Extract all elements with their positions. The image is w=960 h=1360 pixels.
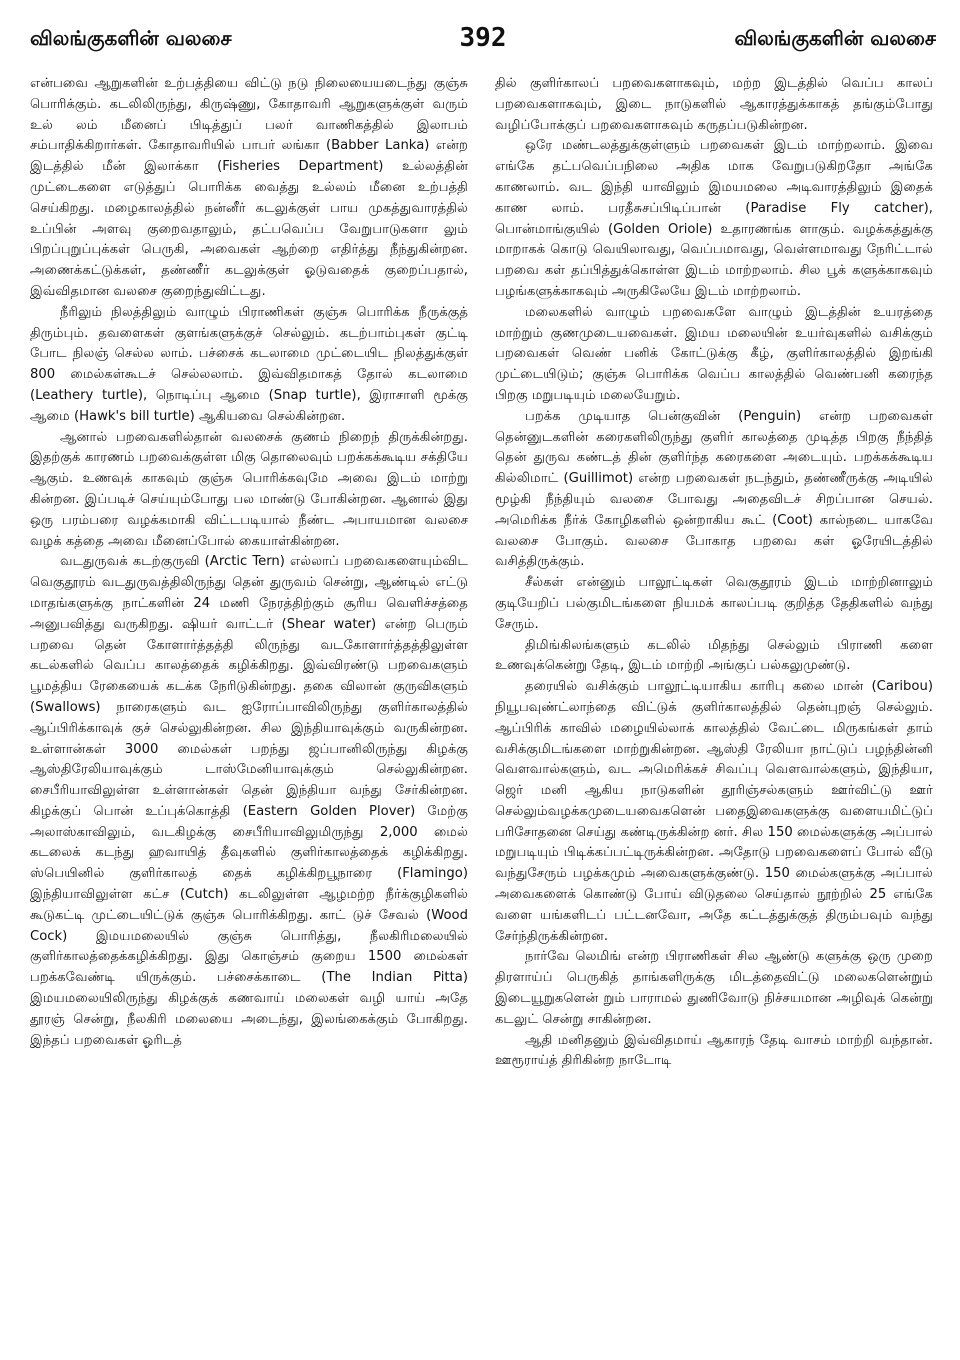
paragraph: சீல்கள் என்னும் பாலூட்டிகள் வெகுதூரம் இடம் மாற்றினாலும் குடியேறிப் பல்குமிடங்களை நியமக் காலப்படி குறித்த தேதிகளில் வந்து சேரும். [495,575,933,632]
page-number: 392 [459,23,507,53]
paragraph: திமிங்கிலங்களும் கடலில் மிதந்து செல்லும் பிராணி களை உணவுக்கென்று தேடி, இடம் மாற்றி அங்குப் பல்கலுமுண்டு. [495,637,933,674]
running-title-right: விலங்குகளின் வலசை [734,26,936,50]
running-title-left: விலங்குகளின் வலசை [30,26,232,50]
paragraph: தரையில் வசிக்கும் பாலூட்டியாகிய காரிபு கலை மான் (Caribou) நியூபவுண்ட்லாந்தை விட்டுக் குளிர்காலத்தில் தென்புறஞ் செல்லும். ஆப்பிரிக் காவில் மழையில்லாக் காலத்தில் வேட்டை மிருகங்கள் தாம் வசிக்குமிடங்களை மாற்றுகின்றன. ஆஸ்தி ரேலியா நாட்டுப் பழந்தின்னி வௌவால்களும், வட அமெரிக்கச் சிவப்பு வௌவால்களும், இந்தியா, ஜெர் மனி ஆகிய நாடுகளின் தூரிஞ்சல்களும் ஊர்விட்டு ஊர் செல்லும்வழக்கமுடையவைகளென் பதைஇவைகளுக்கு வளையமிட்டுப் பரிசோதனை செய்து கண்டிருக்கின்ற னர். சில 150 மைல்களுக்கு அப்பால் மறுபடியும் பிடிக்கப்பட்டிருக்கின்றன. அதோடு பறவைகளைப் போல் வீடு வந்துசேரும் பழக்கமும் அவைகளுக்குண்டு. 150 மைல்களுக்கு அப்பால் அவைகளைக் கொண்டு போய் விடுதலை செய்தால் நூற்றில் 25 எங்கே வளை யங்களிடப் பட்டனவோ, அதே கட்டத்துக்குத் திரும்பவும் வந்து சேர்ந்திருக்கின்றன. [495,679,933,944]
paragraph: நீரிலும் நிலத்திலும் வாழும் பிராணிகள் குஞ்சு பொரிக்க நீருக்குத் திரும்பும். தவளைகள் குளங்களுக்குச் செல்லும். கடற்பாம்புகள் குட்டி போட நிலஞ் செல்ல லாம். பச்சைக் கடலாமை முட்டையிட நிலத்துக்குள் 800 மைல்கள்கூடச் செல்லலாம். இவ்விதமாகத் தோல் கடலாமை (Leathery turtle), நொடிப்பு ஆமை (Snap turtle), இராசாளி மூக்கு ஆமை (Hawk's bill turtle) ஆகியவை செல்கின்றன. [30,304,468,424]
right-column [495,74,933,1349]
paragraph: ஆதி மனிதனும் இவ்விதமாய் ஆகாரந் தேடி வாசம் மாற்றி வந்தான். ஊரூராய்த் திரிகின்ற நாடோடி [495,1032,933,1069]
left-column [30,74,468,1349]
page-header [30,18,936,58]
paragraph: ஆனால் பறவைகளில்தான் வலசைக் குணம் நிறைந் திருக்கின்றது. இதற்குக் காரணம் பறவைக்குள்ள மிகு தொலைவும் பறக்கக்கூடிய சக்தியே ஆகும். உணவுக் காகவும் குஞ்சு பொரிக்கவுமே அவை இடம் மாற்று கின்றன. இப்படிச் செய்யும்போது பல மாண்டு போகின்றன. ஆனால் இது ஒரு பரம்பரை வழக்கமாகி விட்டபடியால் நீண்ட அபாயமான வலசை வழக் கத்தை அவை மீனைப்போல் கையாள்கின்றன. [30,429,468,549]
paragraph: ஒரே மண்டலத்துக்குள்ளும் பறவைகள் இடம் மாற்றலாம். இவை எங்கே தட்பவெப்பநிலை அதிக மாக வேறுபடுகிறதோ அங்கே காணலாம். வட இந்தி யாவிலும் இமயமலை அடிவாரத்திலும் இதைக் காண லாம். பரதீசுசப்பிடிப்பான் (Paradise Fly catcher), பொன்மாங்குயில் (Golden Oriole) உதாரணங்க ளாகும். வழக்கத்துக்கு மாறாகக் கொடு வெயிலாவது, வெப்பமாவது, வெள்ளமாவது நேரிட்டால் பறவை கள் தப்பித்துக்கொள்ள இடம் மாற்றலாம். சில பூக் களுக்காகவும் பழங்களுக்காகவும் அருகிலேயே இடம் மாற்றலாம். [495,138,933,299]
paragraph: தில் குளிர்காலப் பறவைகளாகவும், மற்ற இடத்தில் வெப்ப காலப் பறவைகளாகவும், இடை நாடுகளில் ஆகாரத்துக்காகத் தங்கும்போது வழிப்போக்குப் பறவைகளாகவும் கருதப்படுகின்றன. [495,76,933,133]
paragraph: பறக்க முடியாத பென்குவின் (Penguin) என்ற பறவைகள் தென்னுடகளின் கரைகளிலிருந்து குளிர் காலத்தை முடித்த பிறகு நீந்தித் தென் துருவ கண்டத் தின் குளிர்ந்த கரைகளை அடையும். பறக்கக்கூடிய கில்லிமாட் (Guillimot) என்ற பறவைகள் நடந்தும், தண்ணீருக்கு அடியில் மூழ்கி நீந்தியும் வலசை போவது அதைவிடச் சிறப்பான செயல். அமெரிக்க நீர்க் கோழிகளில் ஒன்றாகிய கூட் (Coot) கால்நடை யாகவே வலசை போகும். வலசை போகாத பறவை கள் ஓரேயிடத்தில் வசித்திருக்கும். [495,408,933,570]
paragraph: நார்வே லெமிங் என்ற பிராணிகள் சில ஆண்டு களுக்கு ஒரு முறை திரளாய்ப் பெருகித் தாங்களிருக்கு மிடத்தைவிட்டு மலைகளென்றும் இடையூறுகளென் றும் பாராமல் துணிவோடு நிச்சயமான அழிவுக் கென்று கடலுட் சென்று சாகின்றன. [495,949,933,1027]
paragraph: மலைகளில் வாழும் பறவைகளே வாழும் இடத்தின் உயரத்தை மாற்றும் குணமுடையவைகள். இமய மலையின் உயர்வுகளில் வசிக்கும் பறவைகள் வெண் பனிக் கோட்டுக்கு கீழ், குளிர்காலத்தில் இறங்கி முட்டையிடும்; குஞ்சு பொரிக்க வெப்ப காலத்தில் வெண்பனி கரைந்த பிறகு மறுபடியும் மலையேறும். [495,304,933,403]
paragraph: வடதுருவக் கடற்குருவி (Arctic Tern) எல்லாப் பறவைகளையும்விட வெகுதூரம் வடதுருவத்திலிருந்து தென் துருவம் சென்று, ஆண்டில் எட்டு மாதங்களுக்கு நாட்களின் 24 மணி நேரத்திற்கும் சூரிய வெளிச்சத்தை அனுபவித்து வருகிறது. ஷியர் வாட்டர் (Shear water) என்ற பெரும் பறவை தென் கோளார்த்தத்தி லிருந்து வடகோளார்த்தத்திலுள்ள கடல்களில் வெப்ப காலத்தைக் கழிக்கிறது. இவ்விரண்டு பறவைகளும் பூமத்திய ரேகையைக் கடக்க நேரிடுகின்றது. தகை விலான் குருவிகளும் (Swallows) நாரைகளும் வட ஐரோப்பாவிலிருந்து குளிர்காலத்தில் ஆப்பிரிக்காவுக் குச் செல்லுகின்றன. சில இந்தியாவுக்கும் வருகின்றன. உள்ளான்கள் 3000 மைல்கள் பறந்து ஜப்பானிலிருந்து கிழக்கு ஆஸ்திரேலியாவுக்கும் டாஸ்மேனியாவுக்கும் செல்லுகின்றன. சைபீரியாவிலுள்ள உள்ளான்கள் தென் இந்தியா வந்து சேர்கின்றன. கிழக்குப் பொன் உப்புக்கொத்தி (Eastern Golden Plover) மேற்கு அலாஸ்காவிலும், வடகிழக்கு சைபீரியாவிலுமிருந்து 2,000 மைல் கடலைக் கடந்து ஹவாயித் தீவுகளில் குளிர்காலத்தைக் கழிக்கிறது. ஸ்பெயினில் குளிர்காலத் தைக் கழிக்கிறபூநாரை (Flamingo) இந்தியாவிலுள்ள கட்ச (Cutch) கடலிலுள்ள ஆழமற்ற நீர்க்குழிகளில் கூடுகட்டி முட்டையிட்டுக் குஞ்சு பொரிக்கிறது. காட் டுச் சேவல் (Wood Cock) இமயமலையில் குஞ்சு பொரித்து, நீலகிரிமலையில் குளிர்காலத்தைக்கழிக்கிறது. இது கொஞ்சம் குறைய 1500 மைல்கள் பறக்கவேண்டி யிருக்கும். பச்சைக்காடை (The Indian Pitta) இமயமலையிலிருந்து கிழக்குக் கணவாய் மலைகள் வழி யாய் அதே தூரஞ் சென்று, நீலகிரி மலையை அடைந்து, இலங்கைக்கும் போகிறது. இந்தப் பறவைகள் ஓரிடத் [30,554,468,1048]
paragraph: என்பவை ஆறுகளின் உற்பத்தியை விட்டு நடு நிலையையடைந்து குஞ்சு பொரிக்கும். கடலிலிருந்து, கிருஷ்ணு, கோதாவரி ஆறுகளுக்குள் வரும் உல் லம் மீனைப் பிடித்துப் பலர் வாணிகத்தில் இலாபம் சம்பாதிக்கிறார்கள். கோதாவரியில் பாபர் லங்கா (Babber Lanka) என்ற இடத்தில் மீன் இலாக்கா (Fisheries Department) உல்லத்தின் முட்டைகளை எடுத்துப் பொரிக்க வைத்து உல்லம் மீனை உற்பத்தி செய்கிறது. மழைகாலத்தில் நன்னீர் கடலுக்குள் பாய முகத்துவாரத்தில் உப்பின் அளவு குறைவதாலும், தட்பவெப்ப வேறுபாடுகளா லும் பிறப்புறுப்புக்கள் பெருகி, அவைகள் ஆற்றை எதிர்த்து நீந்துகின்றன. அணைக்கட்டுக்கள், தண்ணீர் கடலுக்குள் ஓடுவதைக் குறைப்பதால், இவ்விதமான வலசை குறைந்துவிட்டது. [30,76,468,299]
